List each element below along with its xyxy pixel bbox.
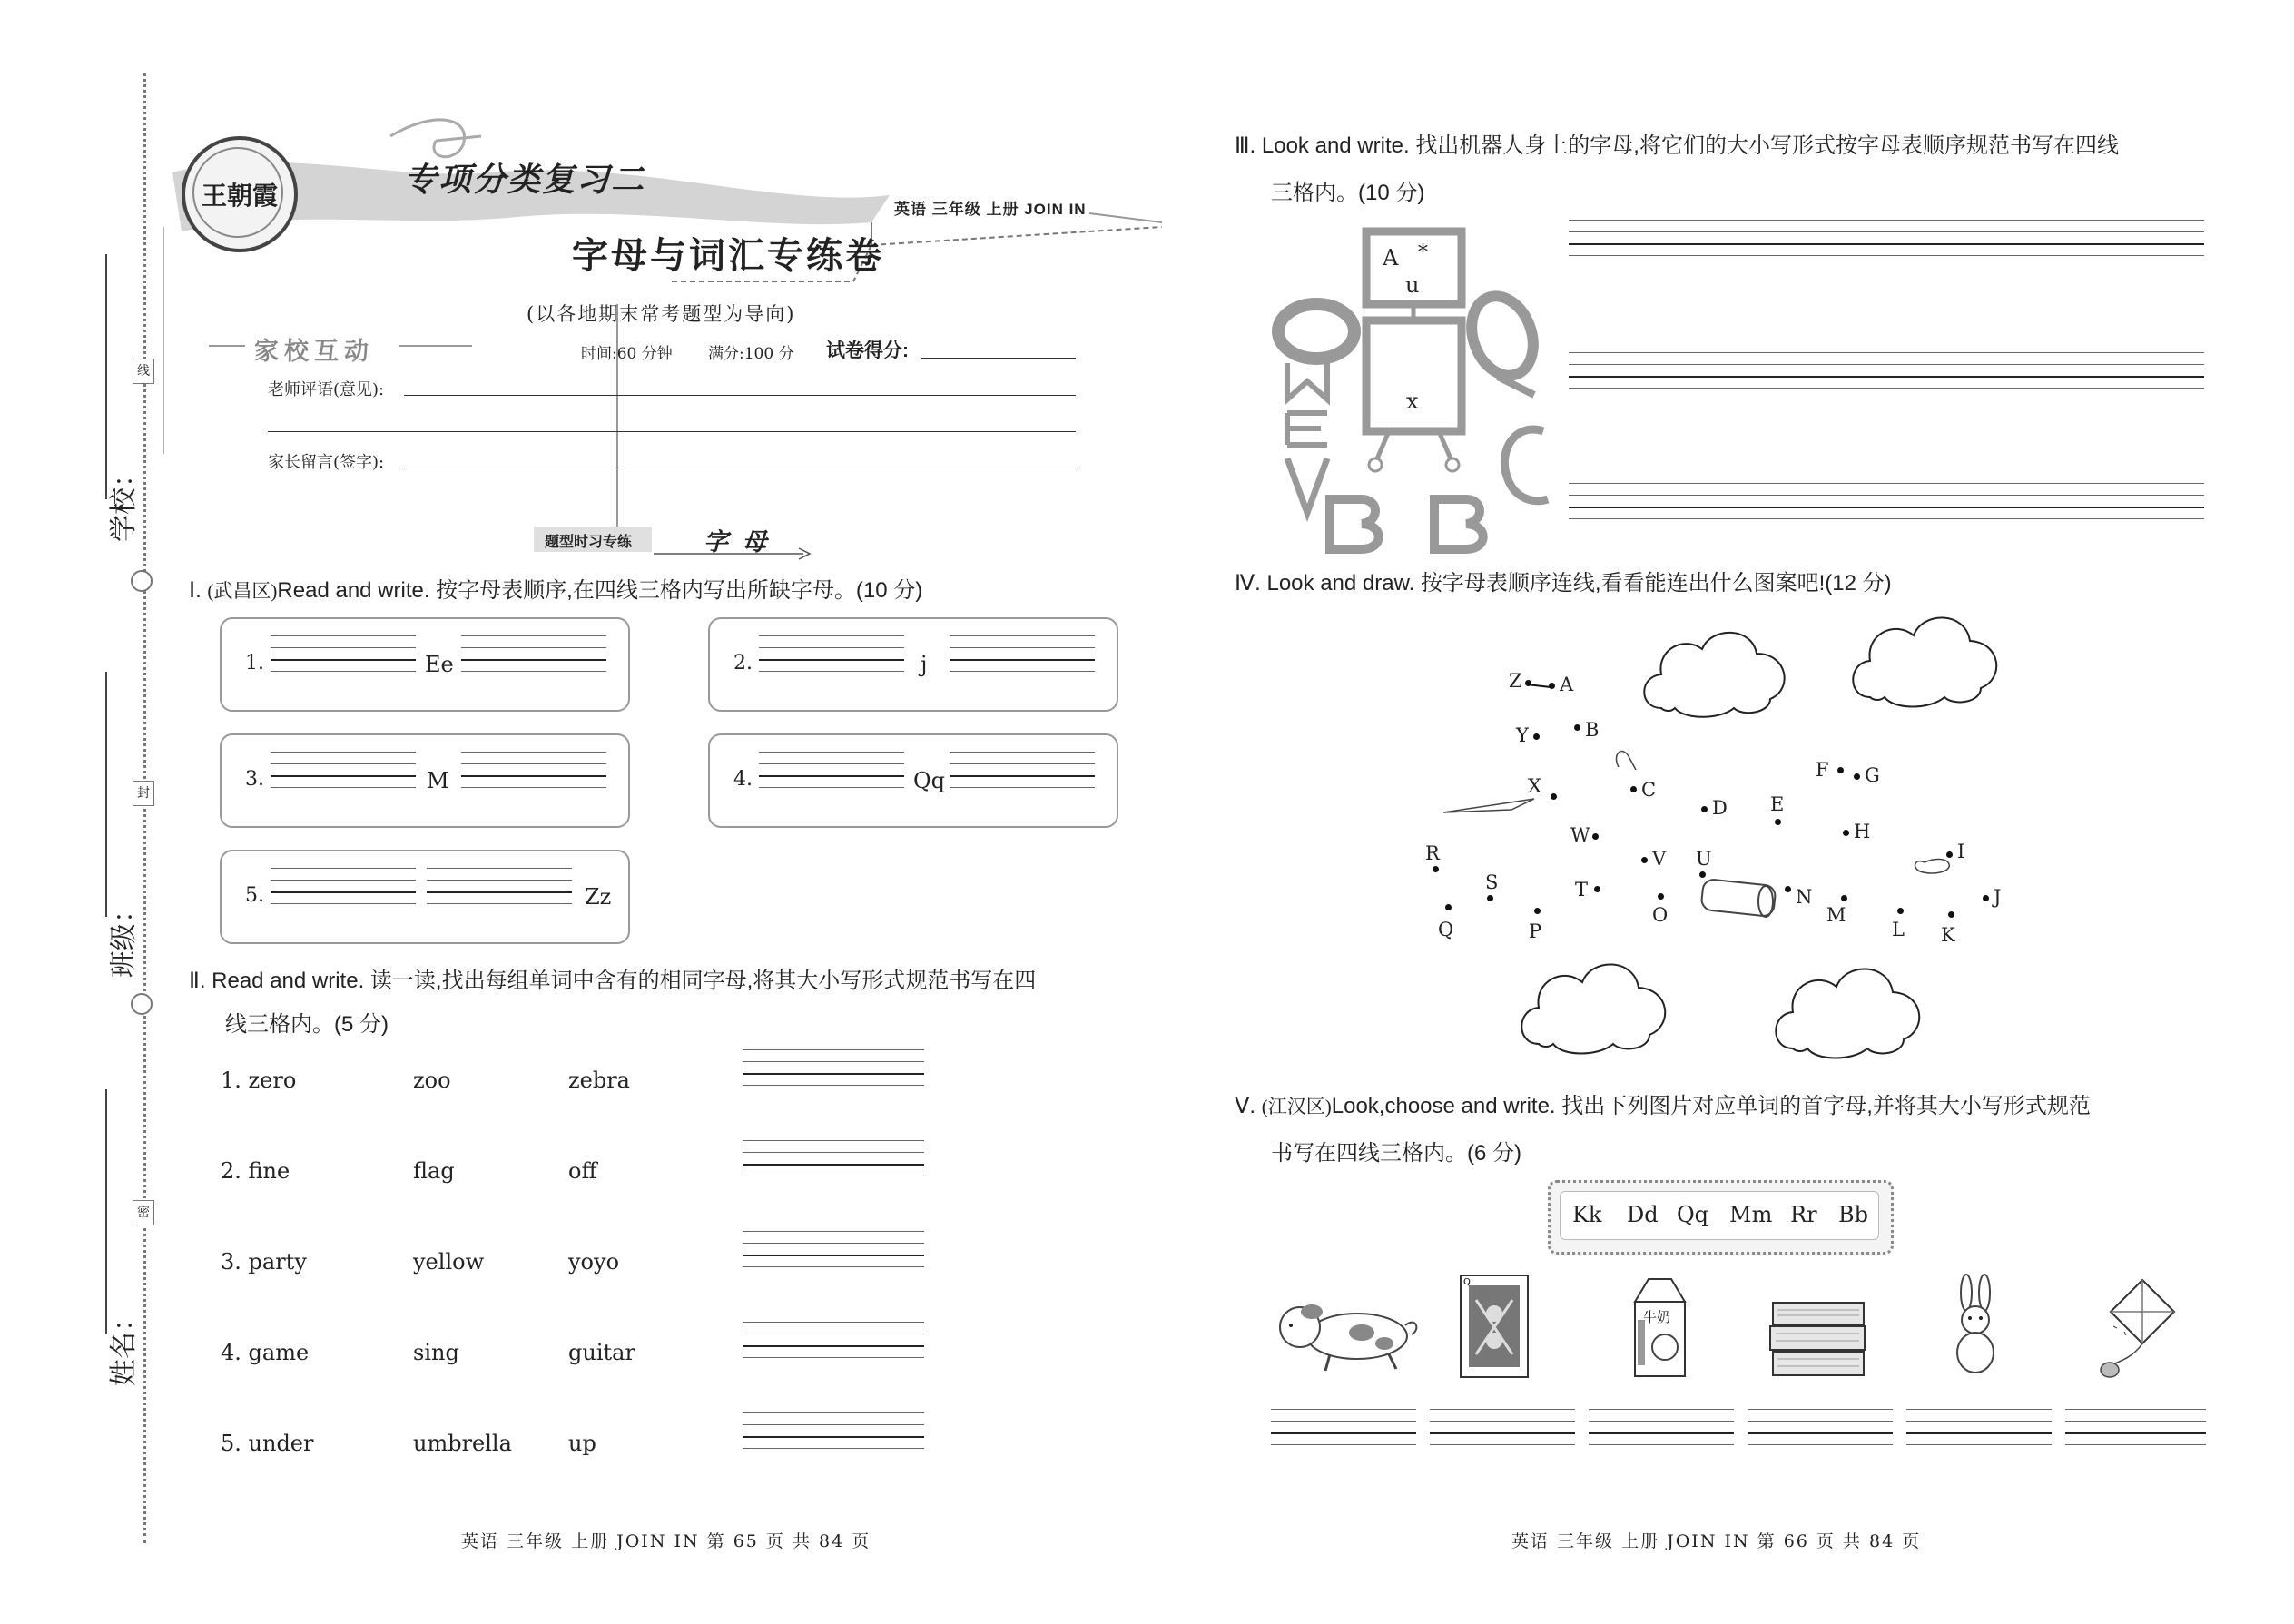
binding-hole-icon	[131, 993, 153, 1015]
footer-left: 英语 三年级 上册 JOIN IN 第 65 页 共 84 页	[461, 1531, 871, 1551]
q3-writing-lines[interactable]	[1569, 483, 2204, 519]
seal-mark: 封	[133, 781, 154, 806]
q2-writing-lines[interactable]	[743, 1322, 924, 1358]
q1-given-letter: M	[427, 768, 449, 793]
binding-hole-icon	[131, 570, 153, 592]
dot-label: D	[1712, 797, 1728, 819]
dot-d[interactable]	[1701, 806, 1708, 812]
q5-writing-lines[interactable]	[1271, 1409, 1416, 1445]
dot-y[interactable]	[1533, 733, 1540, 740]
q5-option: Dd	[1627, 1202, 1659, 1227]
q1-item-number: 2.	[733, 652, 753, 674]
section-name: 字 母	[704, 528, 771, 556]
dot-o[interactable]	[1658, 893, 1664, 900]
dot-label: E	[1770, 793, 1785, 815]
dot-label: C	[1641, 779, 1657, 801]
dot-label: I	[1957, 841, 1965, 862]
robot-letter: *	[1418, 241, 1428, 264]
svg-text:Q: Q	[1463, 1277, 1471, 1287]
dot-n[interactable]	[1785, 886, 1791, 892]
q3-title-line1: Ⅲ. Look and write. 找出机器人身上的字母,将它们的大小写形式按字母表顺序规范书写在四线	[1235, 133, 2119, 158]
q5-writing-lines[interactable]	[1589, 1409, 1734, 1445]
dot-label: M	[1826, 904, 1846, 926]
teacher-comment-line[interactable]	[268, 431, 1076, 432]
school-label: 学校：	[108, 460, 140, 542]
q5-option: Mm	[1729, 1202, 1773, 1227]
section-tag: 题型时习专练	[545, 535, 633, 550]
teacher-label: 老师评语(意见):	[268, 380, 385, 399]
dot-label: S	[1485, 871, 1499, 893]
dot-label: J	[1994, 886, 2002, 908]
footer-right: 英语 三年级 上册 JOIN IN 第 66 页 共 84 页	[1511, 1531, 1922, 1551]
q2-title-line1: Ⅱ. Read and write. 读一读,找出每组单词中含有的相同字母,将其大小写形式规范书写在四	[189, 969, 1037, 993]
dot-q[interactable]	[1445, 904, 1452, 910]
logo-text: 王朝霞	[201, 181, 278, 211]
q2-writing-lines[interactable]	[743, 1231, 924, 1267]
dot-label: W	[1570, 824, 1590, 846]
badge-rule	[209, 345, 245, 347]
kite-icon	[2088, 1275, 2179, 1383]
q1-writing-lines[interactable]	[759, 635, 904, 672]
time-label: 时间:60 分钟	[581, 345, 673, 363]
q5-writing-lines[interactable]	[2065, 1409, 2206, 1445]
dot-i[interactable]	[1946, 851, 1953, 858]
section-badge: 家校互动	[254, 338, 374, 365]
q5-options-inner	[1560, 1191, 1879, 1240]
q3-writing-lines[interactable]	[1569, 220, 2204, 256]
paper-score-label: 试卷得分:	[826, 340, 909, 361]
queen-card-icon	[1458, 1273, 1531, 1380]
robot-letter: u	[1405, 272, 1420, 298]
cloud-icon	[1766, 958, 1929, 1067]
dot-label: K	[1941, 924, 1955, 946]
q2-writing-lines[interactable]	[743, 1049, 924, 1086]
parent-label: 家长留言(签字):	[268, 453, 385, 472]
dot-g[interactable]	[1854, 773, 1860, 780]
q1-item-number: 1.	[245, 652, 264, 674]
class-label: 班级：	[108, 896, 140, 978]
q1-given-letter: j	[921, 652, 928, 677]
q5-writing-lines[interactable]	[1906, 1409, 2052, 1445]
cloud-icon	[1511, 953, 1675, 1062]
dog-icon	[1271, 1289, 1425, 1380]
q2-word: off	[568, 1158, 597, 1184]
q2-word: 3. party	[221, 1249, 307, 1275]
class-fill-line	[105, 672, 107, 917]
dot-label: N	[1796, 886, 1813, 908]
robot-letter: x	[1406, 389, 1419, 414]
books-icon	[1768, 1294, 1868, 1380]
q1-writing-lines[interactable]	[950, 635, 1095, 672]
teacher-comment-line[interactable]	[404, 395, 1076, 396]
q1-item-number: 4.	[733, 768, 753, 791]
q2-word: flag	[413, 1158, 455, 1184]
subtitle: (以各地期末常考题型为导向)	[527, 303, 796, 325]
q2-word: umbrella	[413, 1431, 512, 1456]
q4-title: Ⅳ. Look and draw. 按字母表顺序连线,看看能连出什么图案吧!(12 分)	[1235, 571, 1892, 595]
dot-x[interactable]	[1551, 793, 1557, 800]
section-arrow-icon	[654, 545, 817, 563]
binding-dotted-line	[143, 73, 146, 1543]
logo-seal	[182, 136, 298, 252]
dot-h[interactable]	[1843, 830, 1849, 836]
q5-option: Bb	[1838, 1202, 1868, 1227]
main-title: 字母与词汇专练卷	[572, 235, 884, 276]
dot-z[interactable]	[1525, 680, 1531, 686]
dot-label: Y	[1516, 724, 1529, 746]
q2-title-line2: 线三格内。(5 分)	[225, 1012, 389, 1037]
q2-word: yoyo	[568, 1249, 620, 1275]
q5-option: Qq	[1677, 1202, 1709, 1227]
q5-title-line2: 书写在四线三格内。(6 分)	[1271, 1141, 1521, 1166]
q1-given-letter: Ee	[425, 652, 454, 677]
q1-writing-lines[interactable]	[759, 752, 904, 788]
dot-label: Z	[1509, 670, 1522, 692]
dot-label: V	[1652, 848, 1667, 870]
q1-writing-lines[interactable]	[427, 868, 572, 904]
dot-label: X	[1528, 775, 1541, 797]
robot-letter: A	[1383, 245, 1399, 271]
q2-word: yellow	[413, 1249, 485, 1275]
q1-writing-lines[interactable]	[950, 752, 1095, 788]
dot-label: L	[1892, 919, 1905, 940]
milk-carton-icon	[1621, 1275, 1694, 1380]
line-mark: 线	[133, 359, 154, 384]
dot-w[interactable]	[1592, 833, 1599, 840]
dot-label: Q	[1438, 919, 1454, 940]
q1-title: Ⅰ. (武昌区)Read and write. 按字母表顺序,在四线三格内写出所缺字母。(10 分)	[189, 578, 923, 603]
q2-word: guitar	[568, 1340, 635, 1365]
q2-writing-lines[interactable]	[743, 1140, 924, 1176]
q2-word: 4. game	[221, 1340, 310, 1365]
q3-writing-lines[interactable]	[1569, 352, 2204, 389]
score-label: 满分:100 分	[708, 345, 794, 363]
q1-writing-lines[interactable]	[271, 635, 416, 672]
q1-writing-lines[interactable]	[461, 635, 606, 672]
q2-word: zebra	[568, 1068, 630, 1093]
dot-j[interactable]	[1983, 895, 1989, 901]
q1-given-letter: Zz	[585, 884, 612, 910]
dot-m[interactable]	[1841, 895, 1847, 901]
dot-label: P	[1529, 920, 1542, 942]
dense-mark: 密	[133, 1200, 154, 1225]
q2-word: zoo	[413, 1068, 451, 1093]
dot-label: U	[1696, 848, 1712, 870]
series-title: 专项分类复习二	[404, 161, 646, 198]
q1-item-number: 3.	[245, 768, 264, 791]
dot-label: H	[1854, 821, 1871, 842]
q2-word: 5. under	[221, 1431, 314, 1456]
name-fill-line	[105, 1089, 107, 1334]
header-decoration	[163, 109, 1171, 545]
q2-writing-lines[interactable]	[743, 1412, 924, 1449]
dot-b[interactable]	[1574, 724, 1580, 731]
q1-writing-lines[interactable]	[461, 752, 606, 788]
q2-word: 1. zero	[221, 1068, 297, 1093]
dot-v[interactable]	[1641, 857, 1648, 863]
milk-label: 牛奶	[1643, 1309, 1671, 1325]
dot-s[interactable]	[1487, 895, 1493, 901]
q5-writing-lines[interactable]	[1748, 1409, 1893, 1445]
dot-label: T	[1575, 879, 1589, 901]
dot-f[interactable]	[1837, 767, 1844, 773]
dot-r[interactable]	[1433, 866, 1439, 872]
q2-word: up	[568, 1431, 596, 1456]
dot-label: O	[1652, 904, 1669, 926]
q5-option: Kk	[1572, 1202, 1602, 1227]
q5-option: Rr	[1790, 1202, 1817, 1227]
badge-rule	[399, 345, 472, 347]
meta-tag: 英语 三年级 上册 JOIN IN	[894, 201, 1087, 218]
dot-u[interactable]	[1699, 871, 1706, 878]
q5-title: Ⅴ. (江汉区)Look,choose and write. 找出下列图片对应单词的首字母,并将其大小写形式规范	[1235, 1094, 2091, 1118]
q1-given-letter: Qq	[913, 768, 946, 793]
q1-writing-lines[interactable]	[271, 752, 416, 788]
q5-writing-lines[interactable]	[1430, 1409, 1575, 1445]
dot-c[interactable]	[1630, 786, 1637, 792]
dot-p[interactable]	[1534, 908, 1541, 914]
dot-label: A	[1560, 674, 1574, 695]
dot-a[interactable]	[1549, 683, 1555, 689]
rabbit-icon	[1939, 1273, 2012, 1380]
paper-score-line[interactable]	[921, 358, 1076, 359]
name-label: 姓名：	[108, 1304, 140, 1386]
dot-l[interactable]	[1897, 908, 1904, 914]
q2-word: sing	[413, 1340, 459, 1365]
q1-item-number: 5.	[245, 884, 264, 907]
dot-label: B	[1585, 719, 1600, 741]
dot-e[interactable]	[1775, 819, 1781, 825]
dot-label: G	[1865, 764, 1880, 786]
q3-title-line2: 三格内。(10 分)	[1271, 181, 1425, 205]
dot-t[interactable]	[1594, 886, 1600, 892]
q1-writing-lines[interactable]	[271, 868, 416, 904]
dot-label: F	[1816, 759, 1829, 781]
dot-k[interactable]	[1948, 911, 1954, 918]
dot-label: R	[1425, 842, 1440, 864]
q2-word: 2. fine	[221, 1158, 290, 1184]
